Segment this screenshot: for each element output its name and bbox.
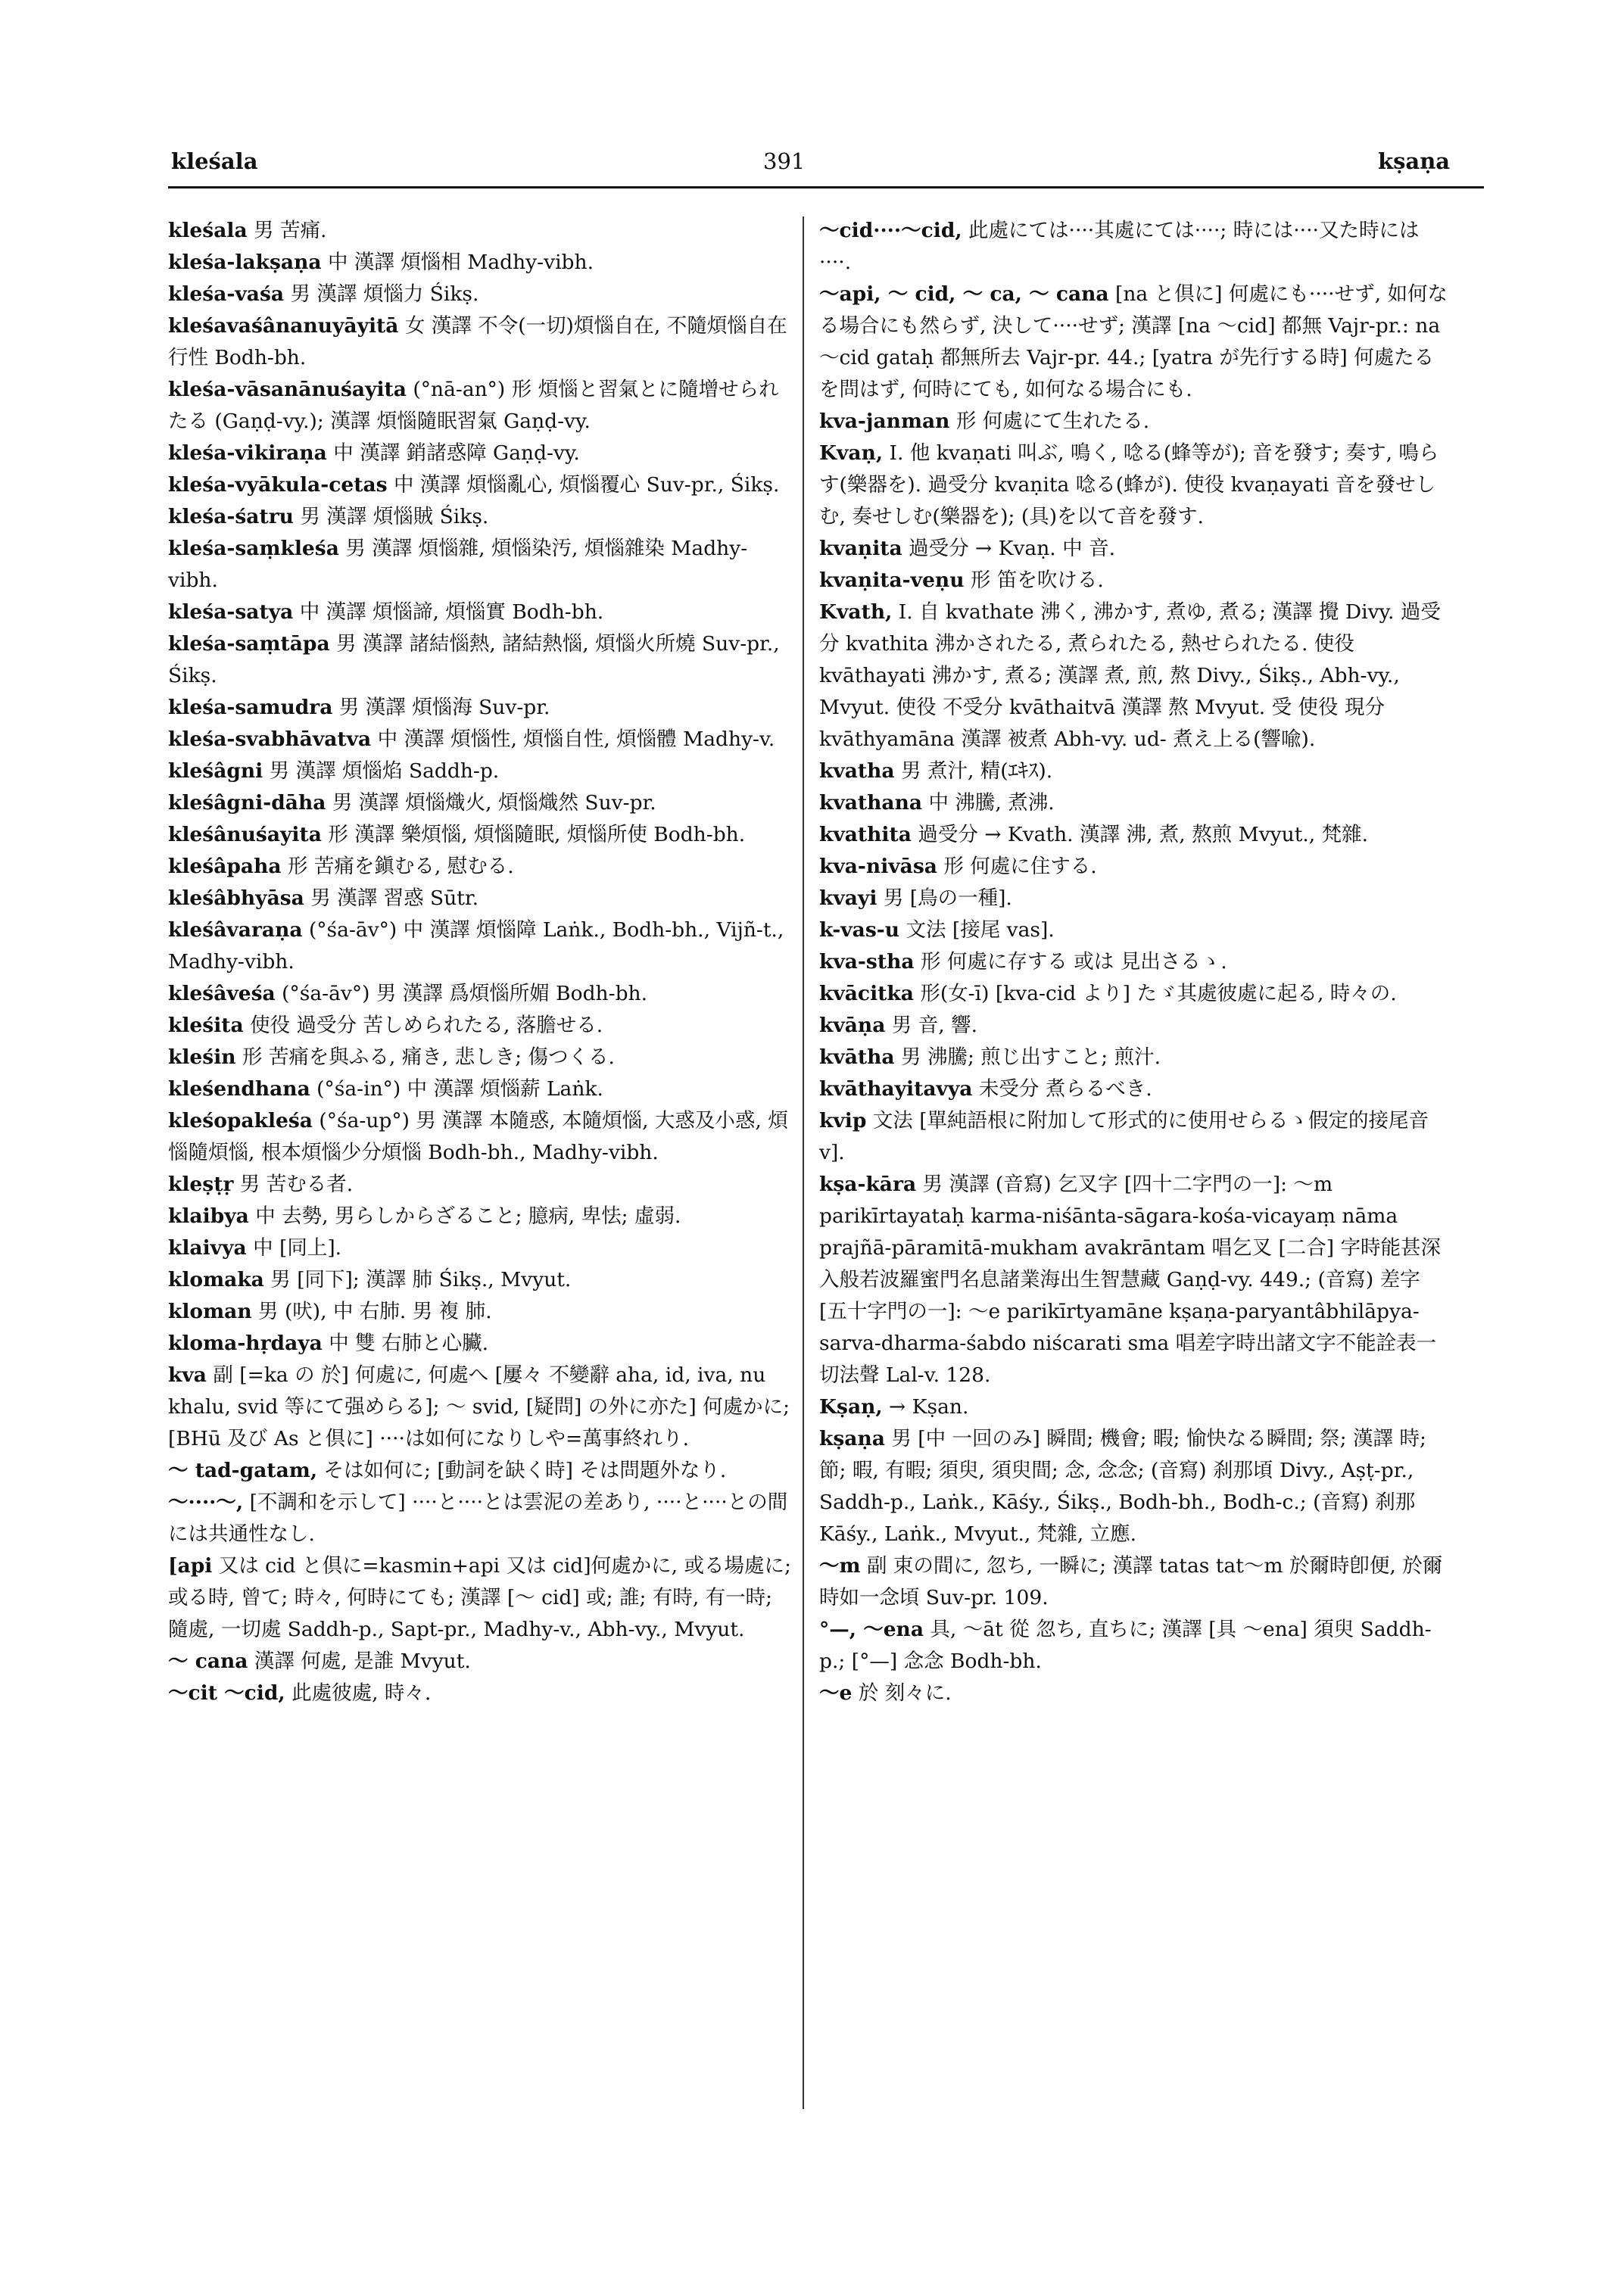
headword: kleṣṭṛ — [168, 1173, 234, 1196]
headword: k-vas-u — [819, 918, 900, 942]
dictionary-entry — [819, 1423, 1448, 1550]
definition: 形 苦痛を與ふる, 痛き, 悲しき; 傷つくる. — [235, 1045, 615, 1069]
dictionary-entry — [168, 978, 796, 1010]
dictionary-entry — [168, 1010, 796, 1042]
headword: kva-janman — [819, 410, 950, 433]
definition: 男 漢譯 諸結惱熱, 諸結熱惱, 煩惱火所燒 Suv-pr., Śikṣ. — [168, 632, 780, 687]
headword: kvatha — [819, 759, 895, 783]
definition: 男 (吠), 中 右肺. 男 複 肺. — [251, 1300, 492, 1323]
dictionary-entry — [819, 1042, 1448, 1073]
definition: 男 漢譯 習惑 Sūtr. — [304, 886, 479, 910]
definition: 副 束の間に, 忽ち, 一瞬に; 漢譯 tatas tat～m 於爾時卽便, 於爾時如一念頃 Suv-pr. 109. — [819, 1554, 1443, 1609]
column-divider — [803, 217, 804, 2109]
headword: [api — [168, 1554, 213, 1578]
dictionary-entry — [168, 724, 796, 756]
definition: 中 漢譯 煩惱諦, 煩惱實 Bodh-bh. — [293, 600, 604, 624]
headword: kleśin — [168, 1045, 236, 1069]
headword: kleśâveśa — [168, 982, 276, 1005]
headword: Kvaṇ, — [819, 441, 884, 465]
headword: kleśita — [168, 1014, 244, 1037]
dictionary-entry — [819, 1105, 1448, 1169]
definition: 此處にては····其處にては····; 時には····又た時には····. — [819, 219, 1420, 274]
dictionary-entry — [168, 1169, 796, 1201]
dictionary-entry — [819, 279, 1448, 406]
definition: 副 [=ka の 於] 何處に, 何處へ [屢々 不變辭 aha, id, iva, nu khalu, svid 等にて强めらる]; ～ svid, [疑問] の外に亦た] 何處かに; [BHū 及び As と倶に] ····は如何になりしや=萬事終れり. — [168, 1363, 790, 1450]
dictionary-entry — [168, 310, 796, 374]
dictionary-entry — [168, 914, 796, 978]
dictionary-entry — [819, 565, 1448, 597]
headword: kleśâbhyāsa — [168, 886, 304, 910]
headword: kleśâgni — [168, 759, 263, 783]
headword: ～····～, — [168, 1491, 244, 1514]
definition: 男 漢譯 煩惱焰 Saddh-p. — [263, 759, 500, 783]
definition: そは如何に; [動詞を缺く時] そは問題外なり. — [317, 1459, 727, 1482]
dictionary-entry — [819, 851, 1448, 883]
definition: 男 [中 一回のみ] 瞬間; 機會; 暇; 愉快なる瞬間; 祭; 漢譯 時; 節; 暇, 有暇; 須臾, 須臾間; 念, 念念; (音寫) 刹那頃 Divy., Aṣṭ-pr., Saddh-p., Laṅk., Kāśy., Śikṣ., Bodh-bh., Bodh-c.; (音寫) 刹那 Kāśy., Laṅk., Mvyut., 梵雜, 立應. — [819, 1427, 1426, 1546]
headword: kleśa-samudra — [168, 696, 333, 719]
definition: 漢譯 何處, 是誰 Mvyut. — [248, 1650, 471, 1673]
headword: kleśa-svabhāvatva — [168, 727, 372, 751]
definition: 過受分 → Kvath. 漢譯 沸, 煮, 熬煎 Mvyut., 梵雜. — [911, 823, 1369, 846]
headword: ～cit ～cid, — [168, 1681, 285, 1705]
headword: Kvath, — [819, 600, 893, 624]
dictionary-entry — [819, 787, 1448, 819]
definition: 具, ～āt 從 忽ち, 直ちに; 漢譯 [具 ～ena] 須臾 Saddh-p.; [°—] 念念 Bodh-bh. — [819, 1618, 1432, 1673]
dictionary-entry — [819, 978, 1448, 1010]
definition: 形 苦痛を鎭むる, 慰むる. — [281, 855, 514, 878]
dictionary-entry — [168, 215, 796, 247]
left-column — [168, 215, 796, 1709]
definition: I. 自 kvathate 沸く, 沸かす, 煮ゆ, 煮る; 漢譯 攪 Divy. 過受分 kvathita 沸かされたる, 煮られたる, 熱せられたる. 使役 kvāthayati 沸かす, 煮る; 漢譯 煮, 煎, 熬 Divy., Śikṣ., Abh-vy., Mvyut. 使役 不受分 kvāthaitvā 漢譯 熬 Mvyut. 受 使役 現分 kvāthyamāna 漢譯 被煮 Abh-vy. ud- 煮え上る(響喩). — [819, 600, 1441, 751]
dictionary-entry — [819, 883, 1448, 914]
dictionary-entry — [168, 787, 796, 819]
headword: kleśavaśânanuyāyitā — [168, 314, 399, 338]
headword: kva — [168, 1363, 207, 1387]
dictionary-entry — [168, 692, 796, 724]
definition: (°śa-āv°) 男 漢譯 爲煩惱所媚 Bodh-bh. — [275, 982, 648, 1005]
running-head-left: kleśala — [171, 148, 258, 174]
dictionary-entry — [168, 374, 796, 438]
dictionary-entry — [819, 946, 1448, 978]
page-number: 391 — [763, 148, 806, 174]
dictionary-entry — [168, 819, 796, 851]
dictionary-entry — [168, 1360, 796, 1455]
definition: (°śa-up°) 男 漢譯 本隨惑, 本隨煩惱, 大惑及小惑, 煩惱隨煩惱, 根本煩惱少分煩惱 Bodh-bh., Madhy-vibh. — [168, 1109, 788, 1164]
headword: kvayi — [819, 886, 877, 910]
definition: 男 音, 響. — [885, 1014, 977, 1037]
dictionary-entry — [168, 501, 796, 533]
dictionary-entry — [819, 1550, 1448, 1614]
headword: kvaṇita — [819, 537, 902, 560]
definition: 形 笛を吹ける. — [964, 569, 1104, 592]
headword: klaibya — [168, 1204, 249, 1228]
definition: 中 去勢, 男らしからざること; 臆病, 卑怯; 虛弱. — [248, 1204, 681, 1228]
definition: 男 煮汁, 精(ｴｷｽ). — [894, 759, 1053, 783]
dictionary-entry — [168, 756, 796, 787]
headword: kvāthayitavya — [819, 1077, 973, 1101]
headword: ～ cana — [168, 1650, 248, 1673]
definition: 男 漢譯 煩惱熾火, 煩惱熾然 Suv-pr. — [326, 791, 656, 815]
headword: kṣaṇa — [819, 1427, 885, 1450]
definition: 形 何處に住する. — [937, 855, 1097, 878]
dictionary-entry — [168, 1678, 796, 1709]
headword: kṣa-kāra — [819, 1173, 917, 1196]
dictionary-entry — [168, 1296, 796, 1328]
dictionary-entry — [168, 279, 796, 310]
dictionary-entry — [819, 1614, 1448, 1678]
definition: 男 漢譯 煩惱力 Śikṣ. — [284, 282, 479, 306]
headword: klaivya — [168, 1236, 247, 1260]
dictionary-entry — [819, 914, 1448, 946]
dictionary-entry — [168, 1232, 796, 1264]
headword: kleśa-vaśa — [168, 282, 285, 306]
definition: 男 苦痛. — [247, 219, 327, 242]
definition: 中 漢譯 銷諸惑障 Gaṇḍ-vy. — [326, 441, 580, 465]
definition: 於 刻々に. — [852, 1681, 952, 1705]
definition: 形 漢譯 樂煩惱, 煩惱隨眠, 煩惱所使 Bodh-bh. — [321, 823, 746, 846]
headword: kleśa-vyākula-cetas — [168, 473, 388, 497]
definition: 男 [同下]; 漢譯 肺 Śikṣ., Mvyut. — [263, 1268, 572, 1291]
definition: 中 漢譯 煩惱相 Madhy-vibh. — [321, 251, 594, 274]
definition: 男 漢譯 (音寫) 乞叉字 [四十二字門の一]: ～m parikīrtayataḥ karma-niśānta-sāgara-kośa-vicayaṃ nāma prajñā-pāramitā-mukham avakrāntam 唱乞叉 [二合] 字時能甚深入般若波羅蜜門名息諸業海出生智慧藏 Gaṇḍ-vy. 449.; (音寫) 差字 [五十字門の一]: ～e parikīrtyamāne kṣaṇa-paryantâbhilāpya-sarva-dharma-śabdo niścarati sma 唱差字時出諸文字不能詮表一切法聲 Lal-v. 128. — [819, 1173, 1442, 1387]
headword: kleśa-vāsanānuśayita — [168, 378, 407, 401]
dictionary-entry — [168, 1105, 796, 1169]
right-column — [819, 215, 1448, 1709]
dictionary-entry — [819, 438, 1448, 533]
definition: 中 [同上]. — [246, 1236, 342, 1260]
dictionary-entry — [819, 1678, 1448, 1709]
dictionary-entry — [819, 1010, 1448, 1042]
dictionary-entry — [168, 597, 796, 628]
headword: ～ tad-gatam, — [168, 1459, 318, 1482]
definition: 未受分 煮らるべき. — [972, 1077, 1152, 1101]
definition: (°śa-āv°) 中 漢譯 煩惱障 Laṅk., Bodh-bh., Vijñ-t., Madhy-vibh. — [168, 918, 784, 974]
dictionary-entry — [168, 1264, 796, 1296]
dictionary-entry — [819, 533, 1448, 565]
definition: 中 沸騰, 煮沸. — [922, 791, 1055, 815]
headword: kloma-hṛdaya — [168, 1332, 323, 1355]
headword: kleśâgni-dāha — [168, 791, 326, 815]
dictionary-entry — [819, 215, 1448, 279]
headword: kleśa-saṃkleśa — [168, 537, 339, 560]
dictionary-entry — [168, 1042, 796, 1073]
definition: (°nā-an°) 形 煩惱と習氣とに隨增せられたる (Gaṇḍ-vy.); 漢譯 煩惱隨眠習氣 Gaṇḍ-vy. — [168, 378, 779, 433]
definition: [na と倶に] 何處にも····せず, 如何なる場合にも然らず, 決して····せず; 漢譯 [na ～cid] 都無 Vajr-pr.: na ～cid gataḥ 都無所去 Vajr-pr. 44.; [yatra が先行する時] 何處たるを問はず, 何時にても, 如何なる場合にも. — [819, 282, 1448, 401]
headword: kvathana — [819, 791, 923, 815]
definition: 男 漢譯 煩惱賊 Śikṣ. — [293, 505, 489, 528]
dictionary-entry — [168, 469, 796, 501]
definition: 又は cid と倶に=kasmin+api 又は cid]何處かに, 或る場處に; 或る時, 曾て; 時々, 何時にても; 漢譯 [～ cid] 或; 誰; 有時, 有一時; 隨處, 一切處 Saddh-p., Sapt-pr., Madhy-v., Abh-vy., Mvyut. — [168, 1554, 791, 1641]
dictionary-entry — [168, 1328, 796, 1360]
dictionary-entry — [168, 1201, 796, 1232]
running-head-right: kṣaṇa — [1378, 148, 1451, 174]
definition: 男 漢譯 煩惱雜, 煩惱染汚, 煩惱雜染 Madhy-vibh. — [168, 537, 748, 592]
definition: 男 [鳥の一種]. — [877, 886, 1012, 910]
dictionary-entry — [168, 247, 796, 279]
definition: 形 何處にて生れたる. — [949, 410, 1150, 433]
headword: kleśopakleśa — [168, 1109, 313, 1132]
definition: (°śa-in°) 中 漢譯 煩惱薪 Laṅk. — [310, 1077, 603, 1101]
headword: ～cid····～cid, — [819, 219, 962, 242]
headword: kva-stha — [819, 950, 915, 974]
definition: 此處彼處, 時々. — [285, 1681, 432, 1705]
definition: → Kṣan. — [882, 1395, 969, 1419]
dictionary-entry — [168, 1455, 796, 1487]
headword: kleśâpaha — [168, 855, 282, 878]
definition: 女 漢譯 不令(一切)煩惱自在, 不隨煩惱自在行性 Bodh-bh. — [168, 314, 787, 369]
headword: kvip — [819, 1109, 867, 1132]
headword: kvaṇita-veṇu — [819, 569, 965, 592]
headword: °—, ～ena — [819, 1618, 924, 1641]
headword: kleśa-śatru — [168, 505, 294, 528]
headword: kloman — [168, 1300, 252, 1323]
dictionary-entry — [168, 1646, 796, 1678]
dictionary-entry — [168, 1550, 796, 1646]
dictionary-entry — [819, 756, 1448, 787]
definition: 中 雙 右肺と心臟. — [322, 1332, 489, 1355]
dictionary-entry — [168, 1487, 796, 1550]
definition: 男 苦むる者. — [233, 1173, 354, 1196]
dictionary-entry — [819, 1169, 1448, 1391]
headword: kleśa-vikiraṇa — [168, 441, 327, 465]
definition: 形(女-ī) [kva-cid より] たゞ其處彼處に起る, 時々の. — [913, 982, 1397, 1005]
definition: 使役 過受分 苦しめられたる, 落膽せる. — [243, 1014, 603, 1037]
headword: ～m — [819, 1554, 861, 1578]
headword: kleśendhana — [168, 1077, 310, 1101]
header-rule — [168, 186, 1484, 188]
dictionary-entry — [819, 597, 1448, 756]
definition: 文法 [單純語根に附加して形式的に使用せらるゝ假定的接尾音 v]. — [819, 1109, 1429, 1164]
headword: kleśâvaraṇa — [168, 918, 303, 942]
headword: kvathita — [819, 823, 912, 846]
headword: ～e — [819, 1681, 853, 1705]
definition: I. 他 kvaṇati 叫ぶ, 鳴く, 唸る(蜂等が); 音を發す; 奏す, 鳴らす(樂器を). 過受分 kvaṇita 唸る(蜂が). 使役 kvaṇayati 音を發せしむ, 奏せしむ(樂器を); (具)を以て音を發す. — [819, 441, 1439, 528]
definition: 過受分 → Kvaṇ. 中 音. — [902, 537, 1115, 560]
dictionary-entry — [819, 406, 1448, 438]
definition: 男 漢譯 煩惱海 Suv-pr. — [332, 696, 550, 719]
definition: [不調和を示して] ····と····とは雲泥の差あり, ····と····との間には共通性なし. — [168, 1491, 788, 1546]
headword: kleśa-lakṣaṇa — [168, 251, 322, 274]
dictionary-entry — [819, 1073, 1448, 1105]
headword: kleśa-satya — [168, 600, 294, 624]
headword: kleśa-saṃtāpa — [168, 632, 330, 656]
dictionary-entry — [168, 438, 796, 469]
headword: kva-nivāsa — [819, 855, 937, 878]
definition: 文法 [接尾 vas]. — [899, 918, 1055, 942]
headword: kleśala — [168, 219, 248, 242]
dictionary-entry — [168, 1073, 796, 1105]
definition: 形 何處に存する 或は 見出さるゝ. — [914, 950, 1227, 974]
dictionary-entry — [168, 628, 796, 692]
definition: 中 漢譯 煩惱亂心, 煩惱覆心 Suv-pr., Śikṣ. — [387, 473, 780, 497]
headword: ～api, ～ cid, ～ ca, ～ cana — [819, 282, 1109, 306]
dictionary-entry — [168, 533, 796, 597]
dictionary-entry — [819, 1391, 1448, 1423]
headword: kvācitka — [819, 982, 914, 1005]
dictionary-entry — [819, 819, 1448, 851]
headword: Kṣaṇ, — [819, 1395, 883, 1419]
dictionary-entry — [168, 883, 796, 914]
headword: klomaka — [168, 1268, 264, 1291]
headword: kleśânuśayita — [168, 823, 322, 846]
headword: kvāṇa — [819, 1014, 886, 1037]
headword: kvātha — [819, 1045, 895, 1069]
definition: 男 沸騰; 煎じ出すこと; 煎汁. — [894, 1045, 1161, 1069]
dictionary-entry — [168, 851, 796, 883]
definition: 中 漢譯 煩惱性, 煩惱自性, 煩惱體 Madhy-v. — [371, 727, 775, 751]
